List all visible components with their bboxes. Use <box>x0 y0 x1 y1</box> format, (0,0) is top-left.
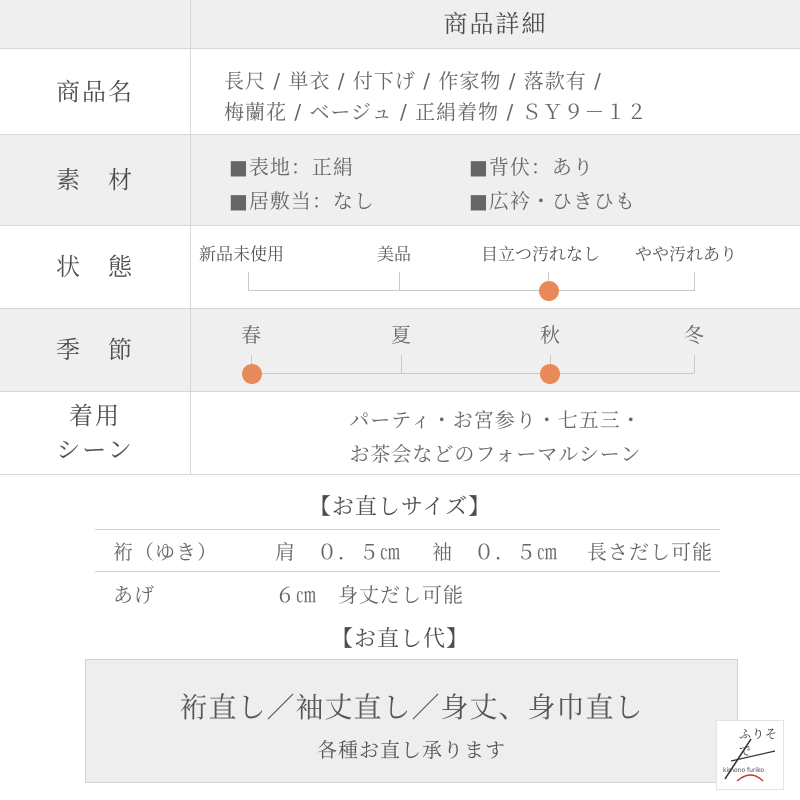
product-name-line1: 長尺 / 単衣 / 付下げ / 作家物 / 落款有 / <box>224 69 602 93</box>
brand-logo <box>716 720 784 790</box>
season-label: 季 節 <box>0 309 191 391</box>
material-label: 素 材 <box>0 135 191 225</box>
material-item-lining: ■居敷当：なし <box>229 189 375 213</box>
condition-label: 状 態 <box>0 226 191 308</box>
header-left-cell <box>0 0 191 48</box>
condition-scale-line <box>248 290 695 291</box>
header-row <box>0 0 800 49</box>
season-spring: 春 <box>241 323 262 347</box>
condition-row <box>0 226 800 309</box>
scene-label-line1: 着用 <box>69 402 121 430</box>
alteration-age-value: ６㎝ 身丈だし可能 <box>275 583 464 607</box>
season-tick-2 <box>401 355 402 373</box>
condition-selected-marker <box>539 281 559 301</box>
product-name-value <box>191 49 800 134</box>
scene-value <box>191 392 800 474</box>
material-values <box>191 135 800 225</box>
season-scale <box>191 309 800 391</box>
product-name-label: 商品名 <box>0 49 191 134</box>
condition-option-no-stains: 目立つ汚れなし <box>481 245 600 265</box>
season-autumn: 秋 <box>540 323 561 347</box>
material-item-collar: ■広衿・ひきひも <box>469 189 636 213</box>
material-item-backing: ■背伏：あり <box>469 155 594 179</box>
brand-logo-text: ふりそで <box>739 727 779 758</box>
condition-tick-4 <box>694 272 695 290</box>
condition-option-slight-stains: やや汚れあり <box>635 245 737 265</box>
scene-line1: パーティ・お宮参り・七五三・ <box>349 408 642 432</box>
alteration-yuki-note: 長さだし可能 <box>587 540 713 564</box>
alteration-cost-note: 各種お直し承ります <box>317 738 506 762</box>
season-summer: 夏 <box>391 323 412 347</box>
condition-option-excellent: 美品 <box>377 245 411 265</box>
season-selected-marker-spring <box>242 364 262 384</box>
alteration-yuki-shoulder: 肩 ０．５㎝ <box>275 540 401 564</box>
product-name-line2: 梅蘭花 / ベージュ / 正絹着物 / ＳＹ９－１２ <box>224 100 648 124</box>
scene-label <box>0 392 191 474</box>
season-winter: 冬 <box>684 323 705 347</box>
condition-tick-1 <box>248 272 249 290</box>
scene-line2: お茶会などのフォーマルシーン <box>349 442 642 466</box>
season-tick-4 <box>694 355 695 373</box>
condition-option-new: 新品未使用 <box>199 245 284 265</box>
page-title: 商品詳細 <box>443 10 548 38</box>
alteration-yuki-sleeve: 袖 ０．５㎝ <box>432 540 558 564</box>
alteration-size-top-rule <box>95 529 720 530</box>
material-row <box>0 135 800 226</box>
alteration-age-label: あげ <box>113 583 155 607</box>
product-name-row <box>0 49 800 135</box>
season-row <box>0 309 800 392</box>
condition-scale <box>191 226 800 308</box>
alteration-size-mid-rule <box>95 571 720 572</box>
condition-tick-2 <box>399 272 400 290</box>
scene-label-line2: シーン <box>56 436 134 464</box>
scene-row <box>0 392 800 475</box>
alteration-cost-box <box>85 659 738 783</box>
alteration-cost-services: 裄直し／袖丈直し／身丈、身巾直し <box>179 691 644 724</box>
season-selected-marker-autumn <box>540 364 560 384</box>
brand-logo-subtext: kimono furiko <box>723 767 765 774</box>
alteration-size-title: 【お直しサイズ】 <box>308 495 492 520</box>
alteration-yuki-label: 裄（ゆき） <box>113 540 218 564</box>
alteration-cost-title: 【お直し代】 <box>330 627 469 652</box>
material-item-outer: ■表地：正絹 <box>229 155 354 179</box>
season-scale-line <box>251 373 694 374</box>
